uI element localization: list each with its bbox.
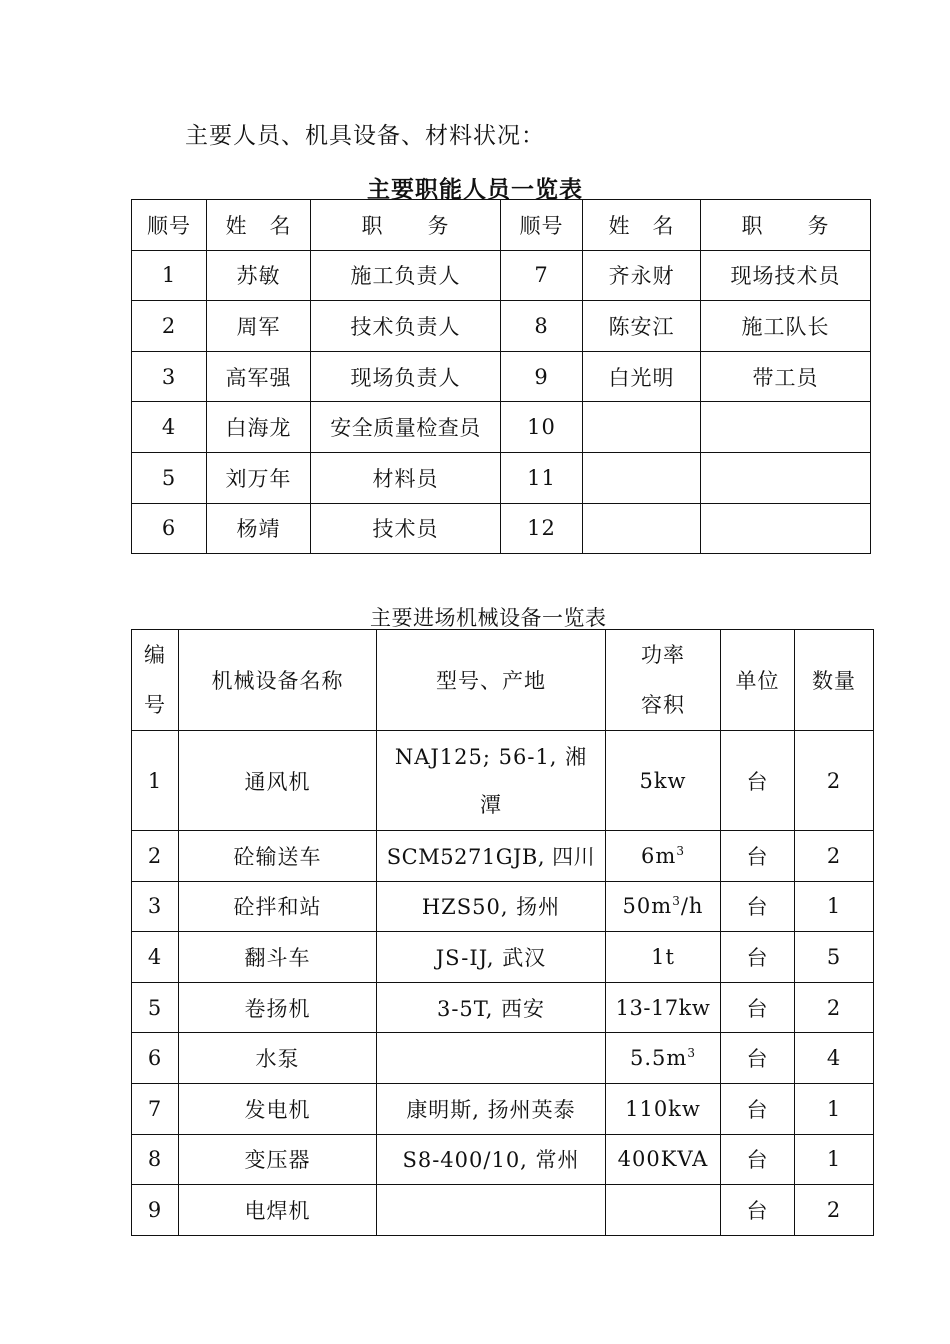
table-row <box>132 301 871 352</box>
table-cell: 砼输送车 <box>179 831 377 882</box>
table-cell: 11 <box>501 452 583 503</box>
header-cell: 姓 名 <box>583 200 701 251</box>
table-cell <box>606 881 721 932</box>
table-cell: 4 <box>132 932 179 983</box>
table-cell: 高军强 <box>207 351 311 402</box>
table-cell: 12 <box>501 503 583 554</box>
table-row <box>132 351 871 402</box>
table-cell: 水泵 <box>179 1033 377 1084</box>
table-row <box>132 1134 874 1185</box>
table-cell: 7 <box>501 250 583 301</box>
table-cell: 台 <box>721 831 795 882</box>
table-cell <box>701 452 871 503</box>
table-cell <box>606 982 721 1033</box>
table-row <box>132 402 871 453</box>
header-cell: 职 务 <box>701 200 871 251</box>
table-row <box>132 932 874 983</box>
table-cell: 1 <box>795 1134 874 1185</box>
table-cell: 砼拌和站 <box>179 881 377 932</box>
power-value: 13-17kw <box>615 995 711 1020</box>
table-cell <box>606 1083 721 1134</box>
power-value: 5.5m <box>630 1046 688 1071</box>
table-cell: 台 <box>721 932 795 983</box>
table-cell: 5 <box>132 982 179 1033</box>
table-cell <box>606 731 721 831</box>
table-cell <box>606 1185 721 1236</box>
power-value: 50m <box>622 894 673 919</box>
table-row <box>132 881 874 932</box>
table-cell: 1 <box>132 250 207 301</box>
table-cell: NAJ125; 56-1, 湘潭 <box>377 731 606 831</box>
staff-table-header-row <box>132 200 871 251</box>
table-row <box>132 831 874 882</box>
table-cell <box>606 1134 721 1185</box>
table-cell <box>583 503 701 554</box>
table-cell: SCM5271GJB, 四川 <box>377 831 606 882</box>
table-cell: 4 <box>132 402 207 453</box>
table-cell: 安全质量检查员 <box>311 402 501 453</box>
table-row <box>132 452 871 503</box>
table-cell: 2 <box>795 731 874 831</box>
table-cell: 1 <box>132 731 179 831</box>
table-cell <box>606 831 721 882</box>
table-cell <box>606 932 721 983</box>
table-cell: 台 <box>721 1083 795 1134</box>
table-cell <box>583 402 701 453</box>
header-cell: 姓 名 <box>207 200 311 251</box>
header-cell-power <box>606 630 721 731</box>
table-cell: 台 <box>721 982 795 1033</box>
table-cell: 2 <box>795 982 874 1033</box>
table-cell: 9 <box>132 1185 179 1236</box>
power-value: 400KVA <box>617 1147 709 1172</box>
power-value: 1t <box>651 944 675 969</box>
section-intro-heading: 主要人员、机具设备、材料状况： <box>185 123 545 149</box>
header-text: 容积 <box>641 693 685 717</box>
table-cell: 带工员 <box>701 351 871 402</box>
table-cell <box>583 452 701 503</box>
table-cell: 白光明 <box>583 351 701 402</box>
table-cell: 1 <box>795 881 874 932</box>
table-cell <box>377 1033 606 1084</box>
table-cell: 通风机 <box>179 731 377 831</box>
power-superscript: 3 <box>672 894 681 909</box>
table-cell: 3-5T, 西安 <box>377 982 606 1033</box>
power-value: 110kw <box>625 1096 701 1121</box>
table-row <box>132 982 874 1033</box>
table-cell: 5 <box>795 932 874 983</box>
table-cell: 台 <box>721 1033 795 1084</box>
table-cell: 卷扬机 <box>179 982 377 1033</box>
table-cell: 康明斯, 扬州英泰 <box>377 1083 606 1134</box>
table-cell: 齐永财 <box>583 250 701 301</box>
table-cell: 2 <box>795 831 874 882</box>
table-cell: 4 <box>795 1033 874 1084</box>
table-cell: 现场负责人 <box>311 351 501 402</box>
table-cell: 2 <box>795 1185 874 1236</box>
power-value: 6m <box>641 843 677 868</box>
table-cell: S8-400/10, 常州 <box>377 1134 606 1185</box>
table-cell: 2 <box>132 831 179 882</box>
header-cell-number <box>132 630 179 731</box>
table-cell <box>606 1033 721 1084</box>
table-cell: 6 <box>132 1033 179 1084</box>
table-cell: 刘万年 <box>207 452 311 503</box>
power-superscript: 3 <box>676 843 685 858</box>
table-cell: 5 <box>132 452 207 503</box>
equipment-table <box>131 629 874 1236</box>
table-cell: 材料员 <box>311 452 501 503</box>
table-cell: 翻斗车 <box>179 932 377 983</box>
table-cell <box>701 402 871 453</box>
table-cell: 8 <box>501 301 583 352</box>
power-superscript: 3 <box>687 1046 696 1061</box>
table-cell: 1 <box>795 1083 874 1134</box>
table-cell: 电焊机 <box>179 1185 377 1236</box>
table-cell: 台 <box>721 731 795 831</box>
table-row <box>132 1083 874 1134</box>
power-value: 5kw <box>639 768 687 793</box>
equipment-table-header-row <box>132 630 874 731</box>
table-cell <box>377 1185 606 1236</box>
table-cell: 2 <box>132 301 207 352</box>
table-cell: 8 <box>132 1134 179 1185</box>
table-cell: 3 <box>132 881 179 932</box>
table-cell: HZS50, 扬州 <box>377 881 606 932</box>
table-cell: 技术负责人 <box>311 301 501 352</box>
table-cell: 10 <box>501 402 583 453</box>
table-cell: 3 <box>132 351 207 402</box>
power-suffix: /h <box>680 894 704 919</box>
header-cell-name: 机械设备名称 <box>179 630 377 731</box>
table-cell: JS-IJ, 武汉 <box>377 932 606 983</box>
header-text: 号 <box>144 693 166 717</box>
header-text: 编 <box>144 643 166 667</box>
table-cell: 周军 <box>207 301 311 352</box>
table-cell: 台 <box>721 881 795 932</box>
header-cell: 顺号 <box>132 200 207 251</box>
table-row <box>132 731 874 831</box>
table-row <box>132 503 871 554</box>
table-cell: 施工队长 <box>701 301 871 352</box>
table-cell: 发电机 <box>179 1083 377 1134</box>
table-row <box>132 1033 874 1084</box>
table-cell: 杨靖 <box>207 503 311 554</box>
header-cell-unit: 单位 <box>721 630 795 731</box>
equipment-table-title: 主要进场机械设备一览表 <box>370 606 607 630</box>
header-text: 功率 <box>641 643 685 667</box>
header-cell: 职 务 <box>311 200 501 251</box>
table-row <box>132 1185 874 1236</box>
table-cell: 现场技术员 <box>701 250 871 301</box>
header-cell-model: 型号、产地 <box>377 630 606 731</box>
table-row <box>132 250 871 301</box>
staff-table-title: 主要职能人员一览表 <box>367 176 583 203</box>
table-cell: 台 <box>721 1185 795 1236</box>
table-cell: 9 <box>501 351 583 402</box>
table-cell: 台 <box>721 1134 795 1185</box>
table-cell: 陈安江 <box>583 301 701 352</box>
table-cell: 施工负责人 <box>311 250 501 301</box>
table-cell <box>701 503 871 554</box>
staff-table <box>131 199 871 554</box>
table-cell: 6 <box>132 503 207 554</box>
table-cell: 技术员 <box>311 503 501 554</box>
table-cell: 白海龙 <box>207 402 311 453</box>
table-cell: 7 <box>132 1083 179 1134</box>
header-cell-qty: 数量 <box>795 630 874 731</box>
header-cell: 顺号 <box>501 200 583 251</box>
table-cell: 苏敏 <box>207 250 311 301</box>
table-cell: 变压器 <box>179 1134 377 1185</box>
